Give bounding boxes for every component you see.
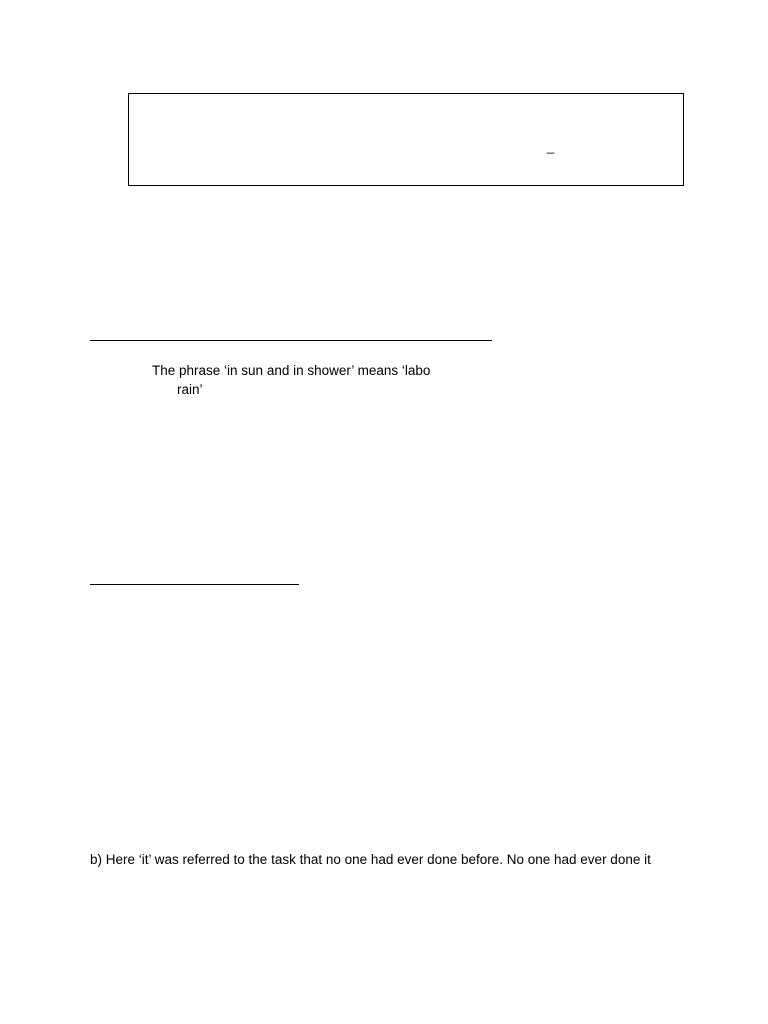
answer-a-line-2: rain’ — [177, 382, 203, 397]
answer-line-2 — [90, 584, 299, 585]
answer-line-1 — [90, 340, 492, 341]
header-box-mark: _ — [547, 139, 555, 154]
answer-a-line-1: The phrase ‘in sun and in shower’ means ‘labo — [152, 363, 431, 378]
header-box — [128, 93, 684, 186]
answer-b-text: b) Here ‘it’ was referred to the task that no one had ever done before. No one had ever done it — [90, 852, 651, 867]
